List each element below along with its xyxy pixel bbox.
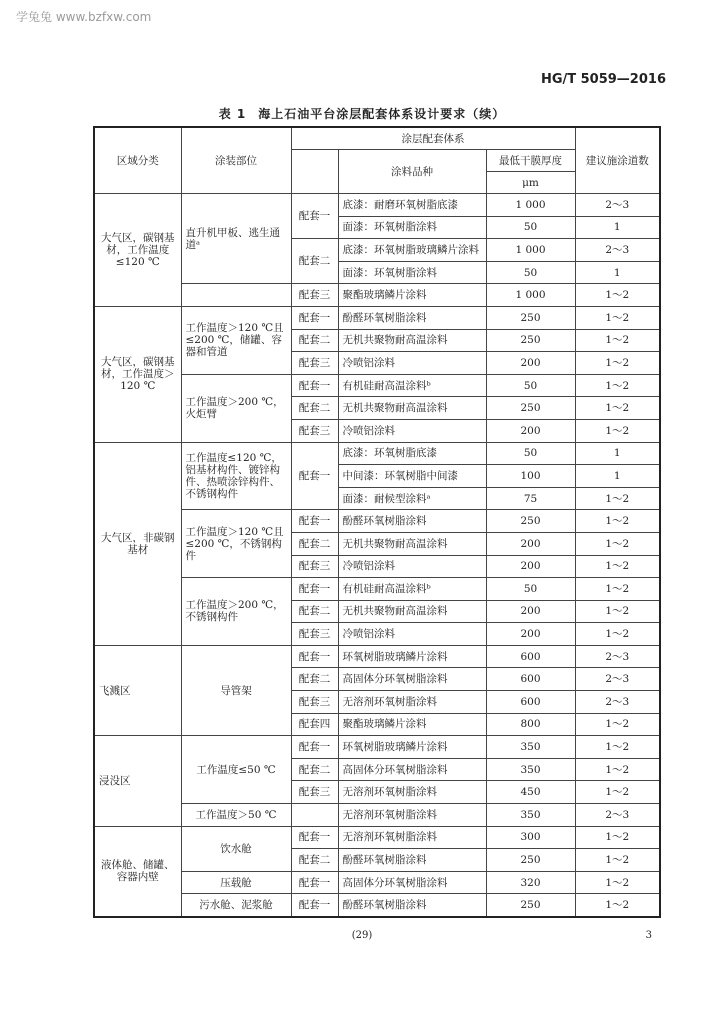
coats-cell: 1～2 <box>575 284 660 307</box>
thickness-cell: 1 000 <box>486 194 575 217</box>
thickness-cell: 1 000 <box>486 284 575 307</box>
system-cell: 配套二 <box>291 600 338 623</box>
thickness-cell: 250 <box>486 306 575 329</box>
product-cell: 无溶剂环氧树脂涂料 <box>338 781 486 804</box>
coats-cell: 1～2 <box>575 397 660 420</box>
thickness-cell: 75 <box>486 487 575 510</box>
system-cell: 配套二 <box>291 849 338 872</box>
thickness-cell: 350 <box>486 736 575 759</box>
product-cell: 聚酯玻璃鳞片涂料 <box>338 284 486 307</box>
coats-cell: 1～2 <box>575 487 660 510</box>
coats-cell: 2～3 <box>575 239 660 262</box>
thickness-cell: 600 <box>486 645 575 668</box>
system-cell: 配套三 <box>291 623 338 646</box>
header-product: 涂料品种 <box>338 150 486 194</box>
product-cell: 冷喷铝涂料 <box>338 352 486 375</box>
zone-cell: 液体舱、储罐、容器内壁 <box>94 826 181 917</box>
system-cell: 配套一 <box>291 826 338 849</box>
header-system: 涂层配套体系 <box>291 127 575 150</box>
coats-cell: 1 <box>575 216 660 239</box>
product-cell: 无溶剂环氧树脂涂料 <box>338 804 486 827</box>
system-cell: 配套一 <box>291 442 338 510</box>
system-cell: 配套三 <box>291 555 338 578</box>
product-cell: 无机共聚物耐高温涂料 <box>338 329 486 352</box>
thickness-cell: 250 <box>486 894 575 917</box>
thickness-cell: 350 <box>486 804 575 827</box>
product-cell: 高固体分环氧树脂涂料 <box>338 668 486 691</box>
system-cell: 配套三 <box>291 284 338 307</box>
table-row <box>94 645 660 668</box>
system-cell: 配套一 <box>291 736 338 759</box>
coats-cell: 1～2 <box>575 306 660 329</box>
zone-cell: 浸没区 <box>94 736 181 826</box>
page-number: 3 <box>645 930 652 941</box>
document-number: HG/T 5059—2016 <box>540 72 666 87</box>
coats-cell: 1 <box>575 465 660 488</box>
coats-cell: 1～2 <box>575 578 660 601</box>
system-cell: 配套三 <box>291 691 338 714</box>
thickness-cell: 300 <box>486 826 575 849</box>
system-cell: 配套二 <box>291 668 338 691</box>
zone-cell: 大气区，非碳钢基材 <box>94 442 181 645</box>
table-row <box>94 442 660 465</box>
product-cell: 底漆：环氧树脂玻璃鳞片涂料 <box>338 239 486 262</box>
coating-system-table <box>93 126 661 918</box>
table-row <box>94 194 660 217</box>
product-cell: 环氧树脂玻璃鳞片涂料 <box>338 736 486 759</box>
system-cell: 配套一 <box>291 871 338 894</box>
coats-cell: 1 <box>575 442 660 465</box>
system-cell: 配套四 <box>291 713 338 736</box>
system-cell-blank <box>291 804 338 827</box>
thickness-cell: 800 <box>486 713 575 736</box>
product-cell: 冷喷铝涂料 <box>338 623 486 646</box>
system-cell: 配套一 <box>291 194 338 239</box>
coats-cell: 1～2 <box>575 419 660 442</box>
header-part: 涂装部位 <box>181 127 291 194</box>
part-cell: 工作温度＞50 ℃ <box>181 804 291 827</box>
thickness-cell: 600 <box>486 668 575 691</box>
thickness-cell: 350 <box>486 758 575 781</box>
system-cell: 配套一 <box>291 894 338 917</box>
coats-cell: 1～2 <box>575 894 660 917</box>
table-caption <box>0 105 724 122</box>
coats-cell: 1～2 <box>575 871 660 894</box>
thickness-cell: 50 <box>486 578 575 601</box>
system-cell: 配套二 <box>291 329 338 352</box>
coats-cell: 1～2 <box>575 555 660 578</box>
coats-cell: 2～3 <box>575 645 660 668</box>
coats-cell: 1～2 <box>575 374 660 397</box>
system-cell: 配套一 <box>291 374 338 397</box>
part-cell: 工作温度＞200 ℃，火炬臂 <box>181 374 291 442</box>
product-cell: 无机共聚物耐高温涂料 <box>338 600 486 623</box>
header-thickness: 最低干膜厚度 <box>486 150 575 172</box>
part-cell: 压载舱 <box>181 871 291 894</box>
footer-page-ref: (29) <box>351 930 373 941</box>
system-cell: 配套二 <box>291 397 338 420</box>
product-cell: 面漆：环氧树脂涂料 <box>338 216 486 239</box>
thickness-cell: 250 <box>486 510 575 533</box>
product-cell: 酚醛环氧树脂涂料 <box>338 306 486 329</box>
table-row <box>94 826 660 849</box>
coats-cell: 1～2 <box>575 352 660 375</box>
coats-cell: 2～3 <box>575 668 660 691</box>
product-cell: 无溶剂环氧树脂涂料 <box>338 691 486 714</box>
coats-cell: 2～3 <box>575 691 660 714</box>
product-cell: 面漆：环氧树脂涂料 <box>338 261 486 284</box>
part-cell: 工作温度＞120 ℃且≤200 ℃，不锈钢构件 <box>181 510 291 578</box>
watermark: 学兔兔 www.bzfxw.com <box>16 10 152 24</box>
part-cell: 工作温度＞200 ℃，不锈钢构件 <box>181 578 291 646</box>
table-row <box>94 736 660 759</box>
product-cell: 冷喷铝涂料 <box>338 419 486 442</box>
coats-cell: 1～2 <box>575 758 660 781</box>
header-unit: μm <box>486 172 575 194</box>
coats-cell: 1～2 <box>575 510 660 533</box>
system-cell: 配套一 <box>291 645 338 668</box>
system-cell: 配套三 <box>291 419 338 442</box>
product-cell: 聚酯玻璃鳞片涂料 <box>338 713 486 736</box>
product-cell: 酚醛环氧树脂涂料 <box>338 894 486 917</box>
product-cell: 底漆：环氧树脂底漆 <box>338 442 486 465</box>
thickness-cell: 100 <box>486 465 575 488</box>
thickness-cell: 250 <box>486 849 575 872</box>
system-cell: 配套三 <box>291 781 338 804</box>
part-cell-blank <box>181 284 291 307</box>
coats-cell: 1～2 <box>575 781 660 804</box>
coats-cell: 1～2 <box>575 532 660 555</box>
system-cell: 配套三 <box>291 352 338 375</box>
part-cell: 直升机甲板、逃生通道ᵃ <box>181 194 291 284</box>
system-cell: 配套二 <box>291 239 338 284</box>
thickness-cell: 200 <box>486 352 575 375</box>
coats-cell: 1～2 <box>575 623 660 646</box>
thickness-cell: 50 <box>486 374 575 397</box>
system-cell: 配套二 <box>291 758 338 781</box>
system-cell: 配套一 <box>291 306 338 329</box>
thickness-cell: 1 000 <box>486 239 575 262</box>
product-cell: 中间漆：环氧树脂中间漆 <box>338 465 486 488</box>
product-cell: 高固体分环氧树脂涂料 <box>338 871 486 894</box>
thickness-cell: 200 <box>486 623 575 646</box>
table-title: 海上石油平台涂层配套体系设计要求（续） <box>258 107 506 121</box>
system-cell: 配套二 <box>291 532 338 555</box>
zone-cell: 飞溅区 <box>94 645 181 735</box>
product-cell: 面漆：耐候型涂料ᵃ <box>338 487 486 510</box>
coats-cell: 1 <box>575 261 660 284</box>
coats-cell: 1～2 <box>575 600 660 623</box>
product-cell: 环氧树脂玻璃鳞片涂料 <box>338 645 486 668</box>
part-cell: 导管架 <box>181 645 291 735</box>
part-cell: 饮水舱 <box>181 826 291 871</box>
part-cell: 工作温度≤120 ℃，铝基材构件、镀锌构件、热喷涂锌构件、不锈钢构件 <box>181 442 291 510</box>
header-coats: 建议施涂道数 <box>575 127 660 194</box>
product-cell: 底漆：耐磨环氧树脂底漆 <box>338 194 486 217</box>
system-cell: 配套一 <box>291 510 338 533</box>
product-cell: 无机共聚物耐高温涂料 <box>338 532 486 555</box>
thickness-cell: 250 <box>486 397 575 420</box>
header-zone: 区域分类 <box>94 127 181 194</box>
product-cell: 无溶剂环氧树脂涂料 <box>338 826 486 849</box>
part-cell: 污水舱、泥浆舱 <box>181 894 291 917</box>
coats-cell: 2～3 <box>575 804 660 827</box>
thickness-cell: 50 <box>486 261 575 284</box>
thickness-cell: 600 <box>486 691 575 714</box>
coats-cell: 1～2 <box>575 826 660 849</box>
product-cell: 高固体分环氧树脂涂料 <box>338 758 486 781</box>
header-row <box>94 127 660 150</box>
system-cell: 配套一 <box>291 578 338 601</box>
coats-cell: 1～2 <box>575 329 660 352</box>
zone-cell: 大气区，碳钢基材，工作温度≤120 ℃ <box>94 194 181 307</box>
thickness-cell: 200 <box>486 532 575 555</box>
thickness-cell: 50 <box>486 442 575 465</box>
part-cell: 工作温度≤50 ℃ <box>181 736 291 804</box>
coats-cell: 1～2 <box>575 849 660 872</box>
thickness-cell: 320 <box>486 871 575 894</box>
zone-cell: 大气区，碳钢基材，工作温度＞120 ℃ <box>94 306 181 442</box>
product-cell: 冷喷铝涂料 <box>338 555 486 578</box>
product-cell: 有机硅耐高温涂料ᵇ <box>338 578 486 601</box>
product-cell: 酚醛环氧树脂涂料 <box>338 510 486 533</box>
product-cell: 酚醛环氧树脂涂料 <box>338 849 486 872</box>
coats-cell: 1～2 <box>575 736 660 759</box>
header-system-blank <box>291 150 338 194</box>
thickness-cell: 250 <box>486 329 575 352</box>
thickness-cell: 200 <box>486 419 575 442</box>
table-row <box>94 306 660 329</box>
product-cell: 有机硅耐高温涂料ᵇ <box>338 374 486 397</box>
product-cell: 无机共聚物耐高温涂料 <box>338 397 486 420</box>
thickness-cell: 200 <box>486 600 575 623</box>
part-cell: 工作温度＞120 ℃且≤200 ℃，储罐、容器和管道 <box>181 306 291 374</box>
thickness-cell: 50 <box>486 216 575 239</box>
coats-cell: 2～3 <box>575 194 660 217</box>
thickness-cell: 450 <box>486 781 575 804</box>
coats-cell: 1～2 <box>575 713 660 736</box>
thickness-cell: 200 <box>486 555 575 578</box>
table-label: 表 1 <box>218 107 247 121</box>
